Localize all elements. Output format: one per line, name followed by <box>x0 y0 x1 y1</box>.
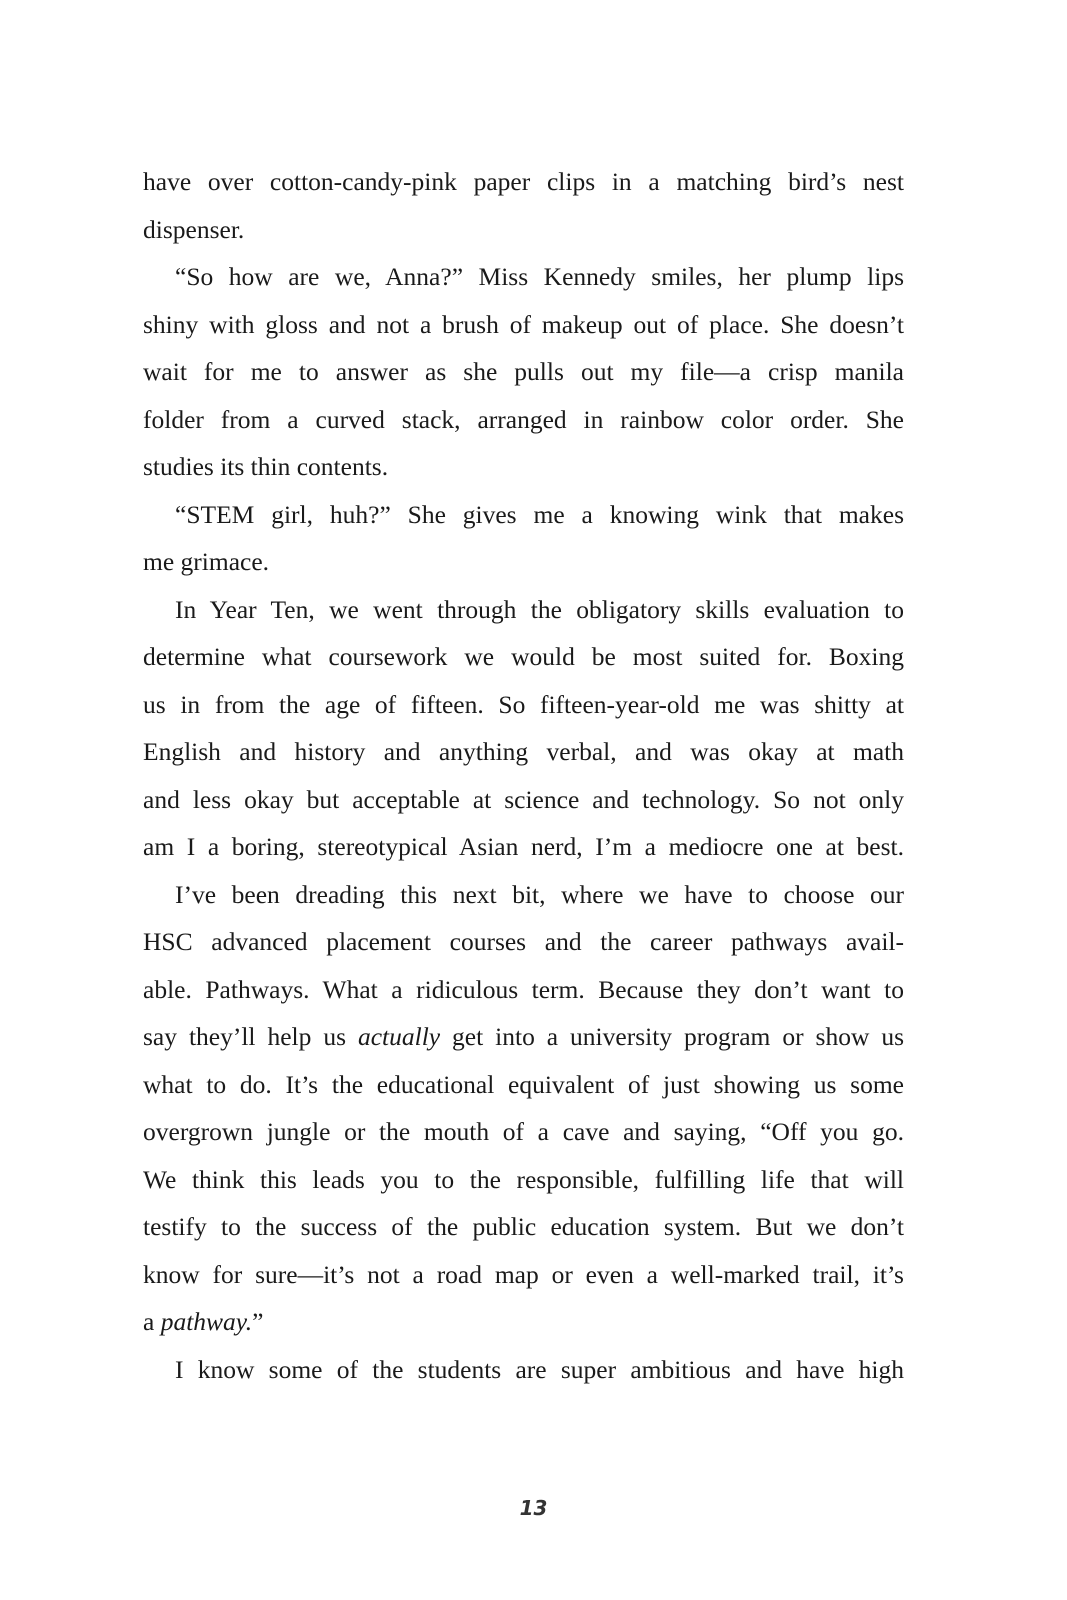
text-segment: know for sure—it’s not a road map or even a well-marked trail, it’s <box>143 1259 904 1289</box>
text-line <box>143 1298 904 1346</box>
text-line <box>143 253 904 301</box>
text-line <box>143 1013 904 1061</box>
text-line <box>143 1346 904 1394</box>
text-line <box>143 301 904 349</box>
text-line <box>143 776 904 824</box>
text-segment: HSC advanced placement courses and the career pathways avail- <box>143 927 904 956</box>
text-segment: me grimace. <box>143 547 270 576</box>
text-segment: us in from the age of fifteen. So fifteen-year-old me was shitty at <box>143 689 904 719</box>
text-segment: am I a boring, stereotypical Asian nerd, I’m a mediocre one at best. <box>143 832 904 861</box>
text-segment: able. Pathways. What a ridiculous term. Because they don’t want to <box>143 974 904 1004</box>
text-line <box>143 823 904 871</box>
text-segment: dispenser. <box>143 214 245 244</box>
text-segment: get into a university program or show us <box>440 1022 904 1051</box>
text-segment: testify to the success of the public education system. But we don’t <box>143 1212 904 1241</box>
text-segment: I’ve been dreading this next bit, where we have to choose our <box>175 879 904 909</box>
page-number: 13 <box>519 1496 548 1520</box>
text-segment: a <box>143 1307 161 1336</box>
text-line <box>143 158 904 206</box>
text-segment: In Year Ten, we went through the obligatory skills evaluation to <box>175 594 904 624</box>
text-line <box>143 918 904 966</box>
italic-text: pathway. <box>160 1307 253 1336</box>
text-segment: folder from a curved stack, arranged in rainbow color order. She <box>143 404 904 434</box>
text-line <box>143 443 904 491</box>
text-line <box>143 538 904 586</box>
text-line <box>143 348 904 396</box>
text-segment: and less okay but acceptable at science and technology. So not only <box>143 784 904 814</box>
text-segment: wait for me to answer as she pulls out my file—a crisp manila <box>143 357 904 386</box>
text-segment: “So how are we, Anna?” Miss Kennedy smiles, her plump lips <box>175 262 904 291</box>
text-segment: English and history and anything verbal, and was okay at math <box>143 737 904 766</box>
text-line <box>143 491 904 539</box>
body-text <box>143 158 904 1393</box>
text-segment: what to do. It’s the educational equivalent of just showing us some <box>143 1069 904 1099</box>
text-segment: have over cotton-candy-pink paper clips in a matching bird’s nest <box>143 167 904 196</box>
text-segment: studies its thin contents. <box>143 452 389 481</box>
text-segment: I know some of the students are super ambitious and have high <box>175 1354 904 1384</box>
text-line <box>143 966 904 1014</box>
text-line <box>143 1203 904 1251</box>
text-line <box>143 1251 904 1299</box>
text-line <box>143 1061 904 1109</box>
text-line <box>143 586 904 634</box>
text-segment: shiny with gloss and not a brush of makeup out of place. She doesn’t <box>143 309 904 339</box>
text-line <box>143 396 904 444</box>
text-line <box>143 633 904 681</box>
text-line <box>143 728 904 776</box>
text-line <box>143 681 904 729</box>
text-segment: say they’ll help us <box>143 1022 358 1051</box>
text-line <box>143 206 904 254</box>
text-segment: overgrown jungle or the mouth of a cave and saying, “Off you go. <box>143 1117 904 1146</box>
text-line <box>143 871 904 919</box>
text-segment: ” <box>252 1307 264 1336</box>
italic-text: actually <box>357 1022 441 1051</box>
text-segment: determine what coursework we would be most suited for. Boxing <box>143 642 904 671</box>
text-segment: We think this leads you to the responsible, fulfilling life that will <box>143 1164 904 1194</box>
text-segment: “STEM girl, huh?” She gives me a knowing wink that makes <box>175 499 904 529</box>
text-line <box>143 1156 904 1204</box>
text-line <box>143 1108 904 1156</box>
